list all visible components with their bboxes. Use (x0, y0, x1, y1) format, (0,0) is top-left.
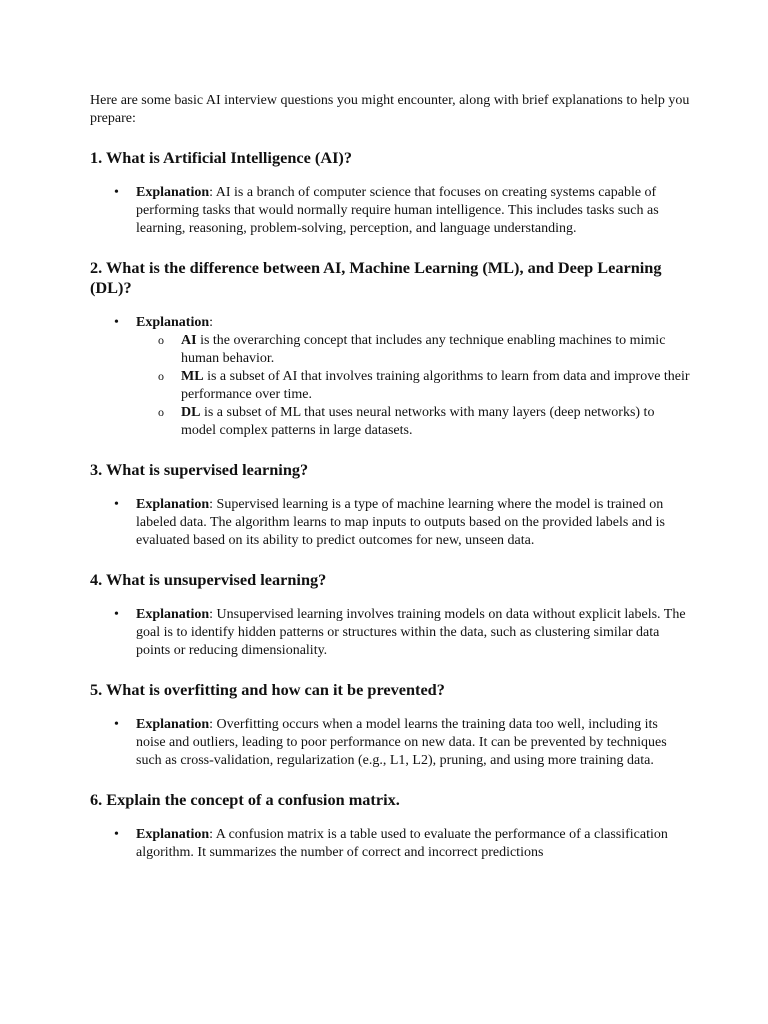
question-heading: 1. What is Artificial Intelligence (AI)? (90, 148, 352, 167)
explanation-label: Explanation (136, 717, 210, 732)
question-heading: 3. What is supervised learning? (90, 460, 309, 479)
explanation-label: Explanation (136, 607, 210, 622)
comparison-item-dl (136, 404, 690, 440)
intro-paragraph: Here are some basic AI interview questions you might encounter, along with brief explanations to help you prepare: (90, 93, 690, 126)
comparison-text: is the overarching concept that includes any technique enabling machines to mimic human behavior. (181, 333, 666, 366)
comparison-text: is a subset of ML that uses neural networks with many layers (deep networks) to model complex patterns in large datasets. (181, 405, 655, 438)
bullet-icon: • (114, 827, 119, 842)
question-section (90, 258, 690, 440)
explanation-label: Explanation (136, 315, 210, 330)
bullet-icon: • (114, 497, 119, 512)
question-section (90, 570, 690, 660)
explanation-item (90, 184, 690, 238)
bullet-icon: • (114, 185, 119, 200)
explanation-item (90, 716, 690, 770)
explanation-label: Explanation (136, 497, 210, 512)
explanation-text: : (209, 315, 214, 330)
explanation-label: Explanation (136, 185, 210, 200)
comparison-term: ML (181, 369, 204, 384)
explanation-text: : AI is a branch of computer science that focuses on creating systems capable of performing tasks that would normally require human intelligence. This includes tasks such as learning, reasoning, problem-solving, perception, and language understanding. (136, 185, 659, 236)
question-section (90, 680, 690, 770)
comparison-term: DL (181, 405, 201, 420)
document-page (90, 92, 690, 882)
bullet-icon: • (114, 607, 119, 622)
explanation-list (90, 826, 690, 862)
explanation-text: : A confusion matrix is a table used to evaluate the performance of a classification algorithm. It summarizes the number of correct and incorrect predictions (136, 827, 668, 860)
circle-bullet-icon: o (158, 369, 164, 383)
explanation-label: Explanation (136, 827, 210, 842)
explanation-list (90, 716, 690, 770)
question-section (90, 460, 690, 550)
explanation-list (90, 496, 690, 550)
comparison-text: is a subset of AI that involves training algorithms to learn from data and improve their performance over time. (181, 369, 690, 402)
circle-bullet-icon: o (158, 405, 164, 419)
explanation-text: : Unsupervised learning involves training models on data without explicit labels. The goal is to identify hidden patterns or structures within the data, such as clustering similar data points or reducing dimensionality. (136, 607, 686, 658)
explanation-text: : Supervised learning is a type of machine learning where the model is trained on labeled data. The algorithm learns to map inputs to outputs based on the provided labels and is evaluated based on its ability to predict outcomes for new, unseen data. (136, 497, 665, 548)
question-section (90, 790, 690, 862)
question-heading: 6. Explain the concept of a confusion matrix. (90, 790, 400, 809)
question-heading: 5. What is overfitting and how can it be prevented? (90, 680, 445, 699)
bullet-icon: • (114, 315, 119, 330)
bullet-icon: • (114, 717, 119, 732)
explanation-item (90, 606, 690, 660)
explanation-item (90, 496, 690, 550)
question-heading: 4. What is unsupervised learning? (90, 570, 327, 589)
comparison-item-ai (136, 332, 690, 368)
explanation-item (90, 826, 690, 862)
comparison-item-ml (136, 368, 690, 404)
comparison-list (136, 332, 690, 440)
question-heading: 2. What is the difference between AI, Machine Learning (ML), and Deep Learning (DL)? (90, 258, 662, 297)
explanation-list (90, 314, 690, 440)
explanation-list (90, 606, 690, 660)
question-section (90, 148, 690, 238)
circle-bullet-icon: o (158, 333, 164, 347)
explanation-list (90, 184, 690, 238)
explanation-item (90, 314, 690, 440)
comparison-term: AI (181, 333, 197, 348)
explanation-text: : Overfitting occurs when a model learns the training data too well, including its noise and outliers, leading to poor performance on new data. It can be prevented by techniques such as cross-validation, regularization (e.g., L1, L2), pruning, and using more training data. (136, 717, 667, 768)
